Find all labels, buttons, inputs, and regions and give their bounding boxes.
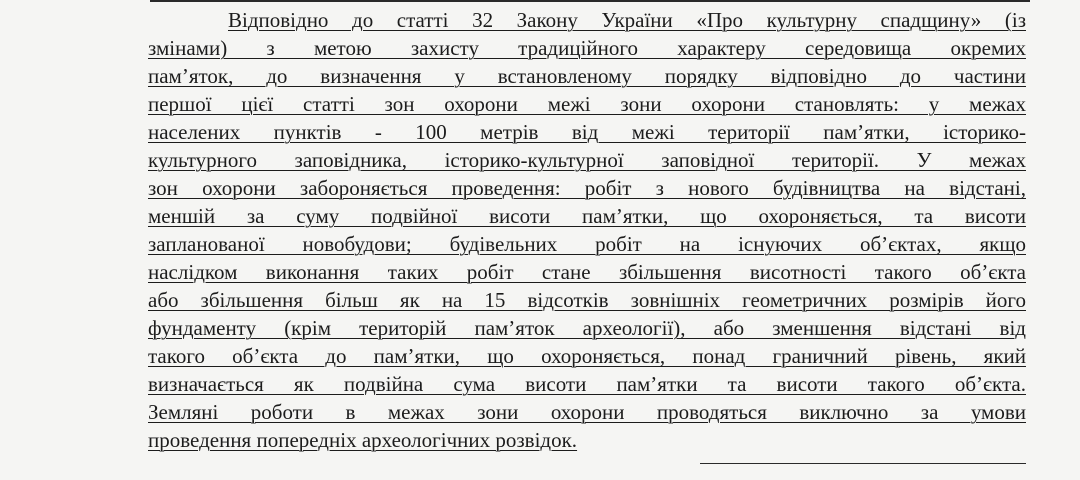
paragraph-line: населених пунктів - 100 метрів від межі території пам’ятки, історико-: [148, 120, 1026, 144]
paragraph-line: визначається як подвійна сума висоти пам’ятки та висоти такого об’єкта.: [148, 372, 1026, 396]
paragraph-line: проведення попередніх археологічних розвідок.: [148, 428, 578, 452]
paragraph-line: змінами) з метою захисту традиційного характеру середовища окремих: [148, 36, 1026, 60]
paragraph-line: першої цієї статті зон охорони межі зони охорони становлять: у межах: [148, 92, 1026, 116]
paragraph-line: Земляні роботи в межах зони охорони проводяться виключно за умови: [148, 400, 1026, 424]
legal-paragraph: [148, 6, 1026, 454]
paragraph-line: запланованої новобудови; будівельних робіт на існуючих об’єктах, якщо: [148, 232, 1026, 256]
paragraph-line: меншій за суму подвійної висоти пам’ятки, що охороняється, та висоти: [148, 204, 1026, 228]
paragraph-line: культурного заповідника, історико-культурної заповідної території. У межах: [148, 148, 1026, 172]
paragraph-line: наслідком виконання таких робіт стане збільшення висотності такого об’єкта: [148, 260, 1026, 284]
paragraph-line: або збільшення більш як на 15 відсотків зовнішніх геометричних розмірів його: [148, 288, 1026, 312]
paragraph-line: Відповідно до статті 32 Закону України «Про культурну спадщину» (із: [228, 8, 1026, 32]
paragraph-line: зон охорони забороняється проведення: робіт з нового будівництва на відстані,: [148, 176, 1026, 200]
closing-rule: [700, 463, 1026, 464]
paragraph-line: такого об’єкта до пам’ятки, що охороняється, понад граничний рівень, який: [148, 344, 1026, 368]
paragraph-line: фундаменту (крім територій пам’яток археології), або зменшення відстані від: [148, 316, 1026, 340]
top-divider: [150, 0, 1030, 2]
paragraph-line: пам’яток, до визначення у встановленому порядку відповідно до частини: [148, 64, 1026, 88]
